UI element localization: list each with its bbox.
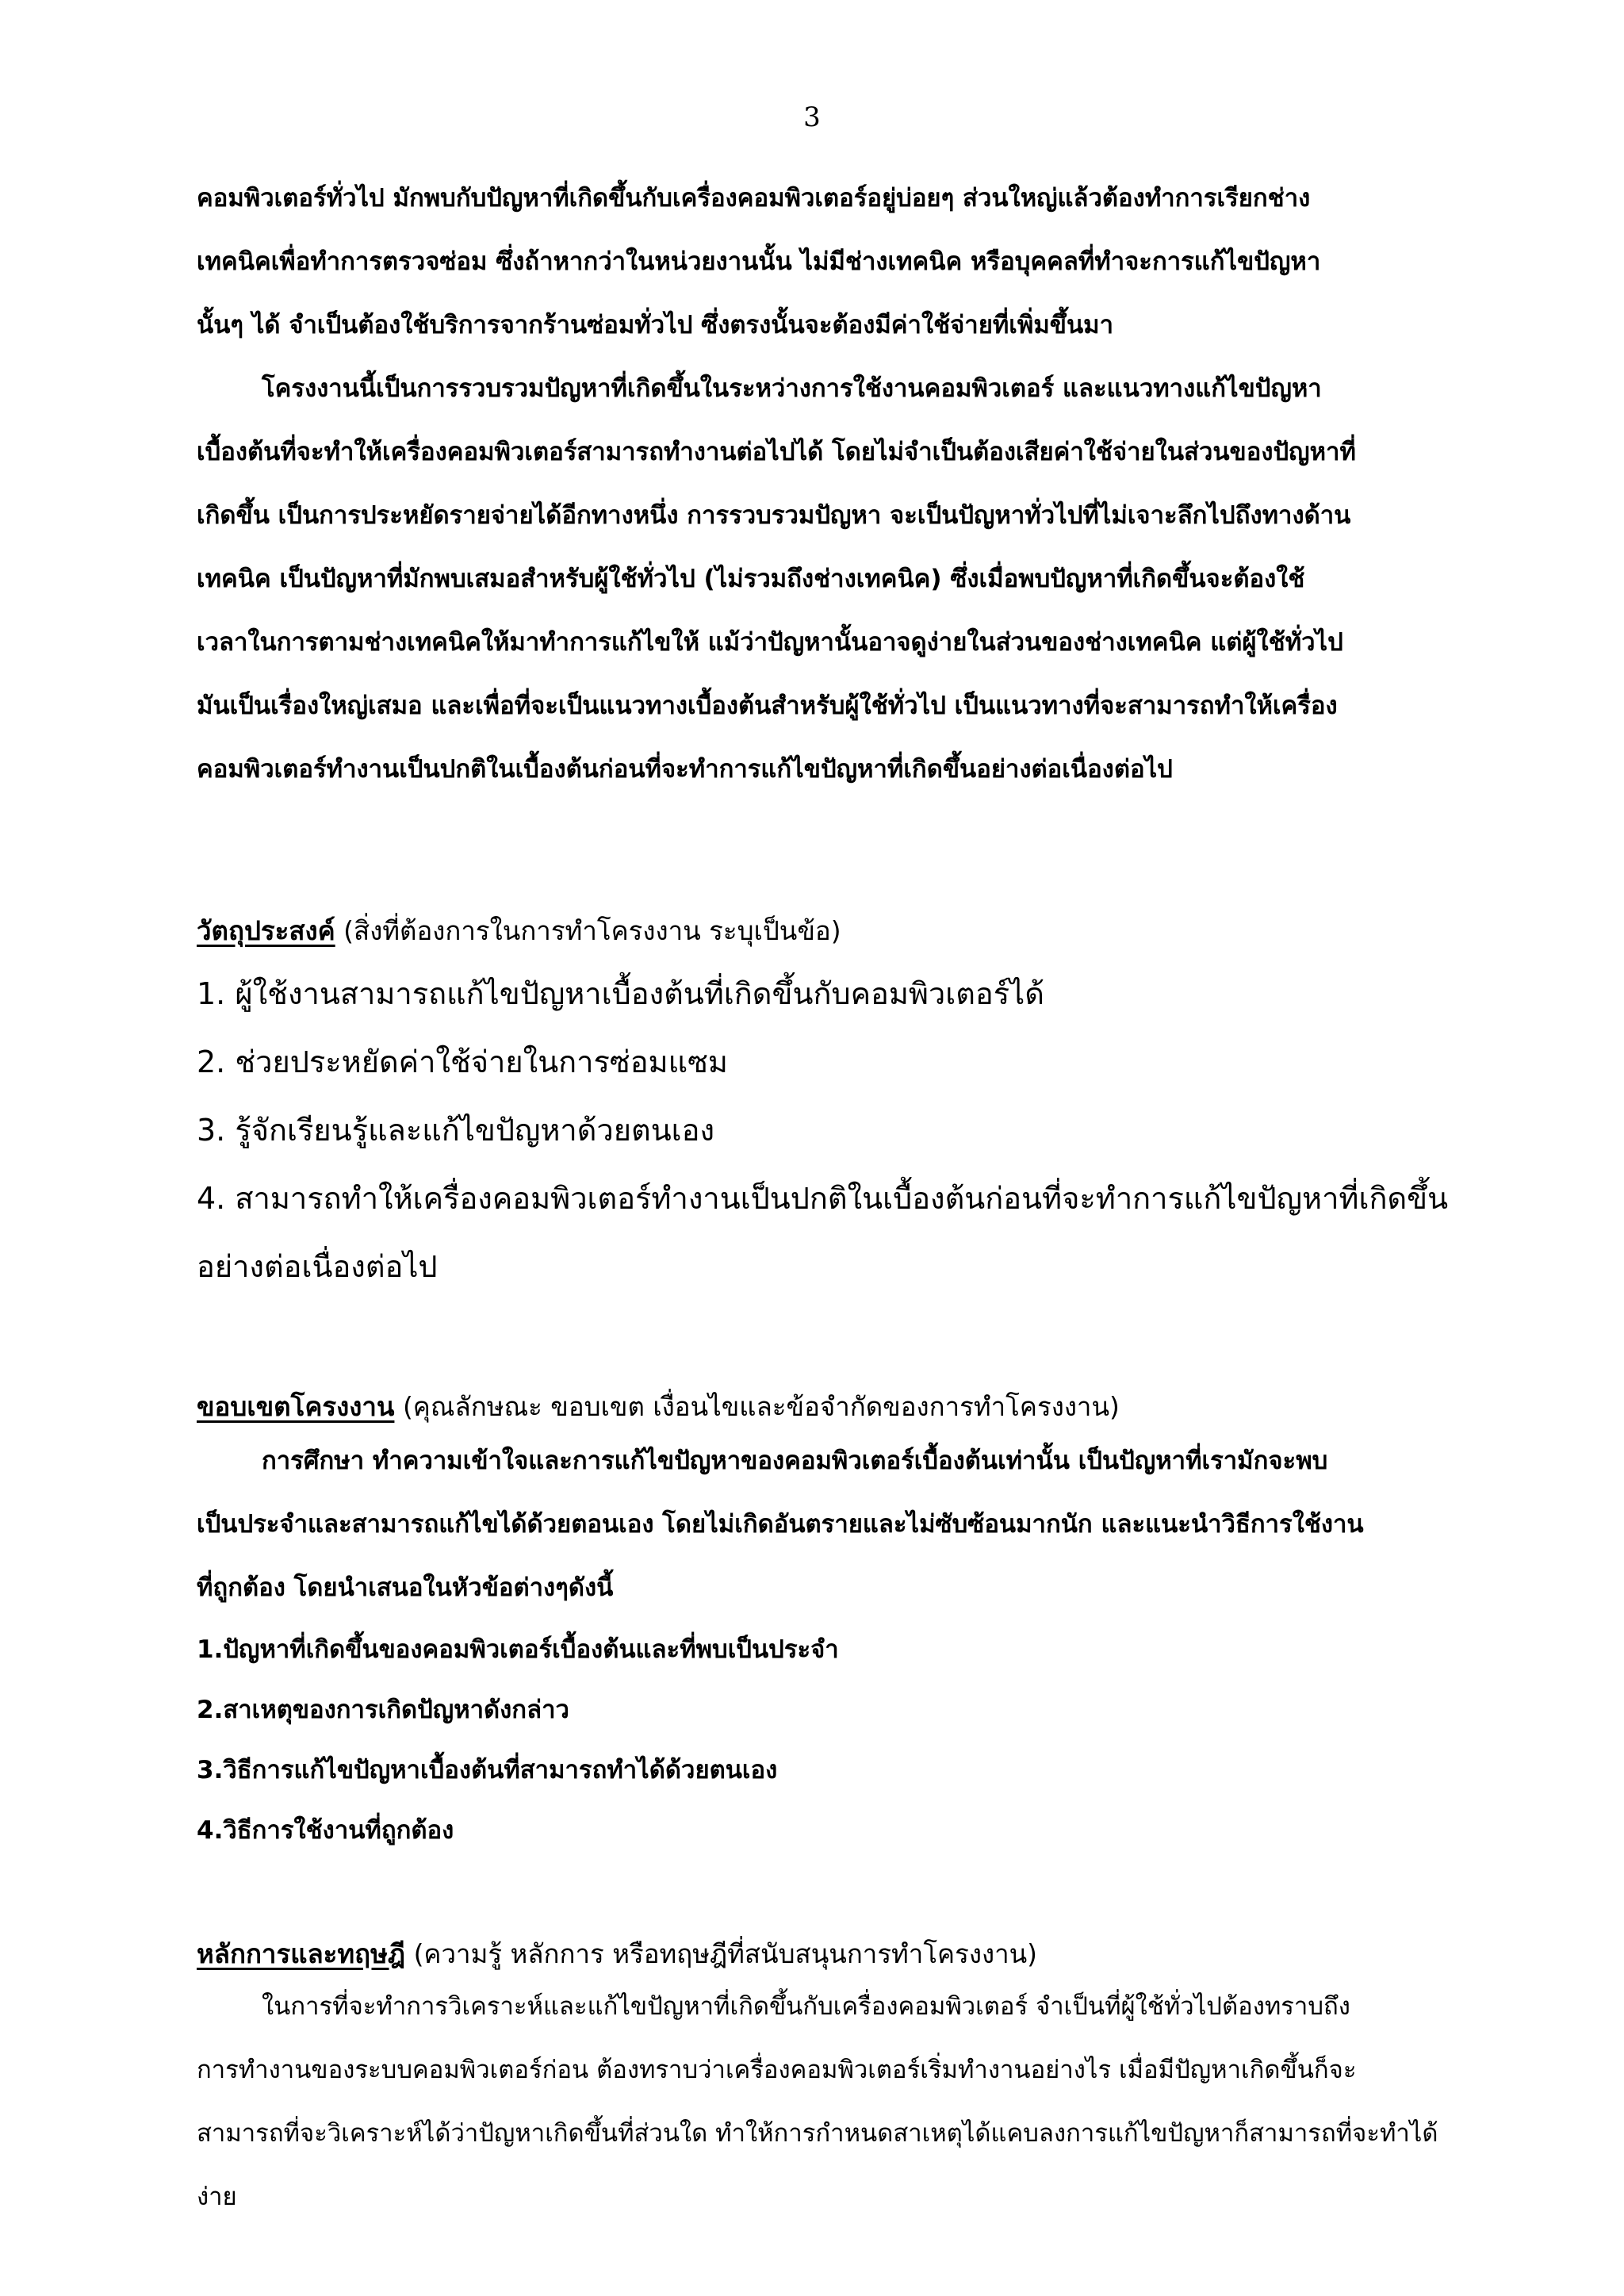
scope-heading (197, 1389, 1507, 1424)
theory-section (197, 1937, 1507, 2229)
intro-line: นั้นๆ ได้ จำเป็นต้องใช้บริการจากร้านซ่อมทั่วไป ซึ่งตรงนั้นจะต้องมีค่าใช้จ่ายที่เพิ่มขึ้นมา (197, 311, 1113, 339)
objective-item: 1. ผู้ใช้งานสามารถแก้ไขปัญหาเบื้องต้นที่เกิดขึ้นกับคอมพิวเตอร์ได้ (197, 976, 1044, 1011)
scope-line: การศึกษา ทำความเข้าใจและการแก้ไขปัญหาของคอมพิวเตอร์เบื้องต้นเท่านั้น เป็นปัญหาที่เรามักจะพบ (262, 1447, 1328, 1475)
intro-line: เบื้องต้นที่จะทำให้เครื่องคอมพิวเตอร์สามารถทำงานต่อไปได้ โดยไม่จำเป็นต้องเสียค่าใช้จ่ายในส่วนของปัญหาที่ (197, 438, 1356, 466)
document-body (197, 167, 1507, 2229)
intro-line: คอมพิวเตอร์ทั่วไป มักพบกับปัญหาที่เกิดขึ้นกับเครื่องคอมพิวเตอร์อยู่บ่อยๆ ส่วนใหญ่แล้วต้องทำการเรียกช่าง (197, 184, 1311, 213)
objectives-list (197, 960, 1507, 1301)
scope-item: 4.วิธีการใช้งานที่ถูกต้อง (197, 1816, 454, 1845)
intro-line: โครงงานนี้เป็นการรวบรวมปัญหาที่เกิดขึ้นในระหว่างการใช้งานคอมพิวเตอร์ และแนวทางแก้ไขปัญหา (262, 374, 1322, 403)
intro-line: มันเป็นเรื่องใหญ่เสมอ และเพื่อที่จะเป็นแนวทางเบื้องต้นสำหรับผู้ใช้ทั่วไป เป็นแนวทางที่จะสามารถทำให้เครื่อง (197, 692, 1338, 720)
scope-paragraph (197, 1429, 1507, 1619)
intro-section (197, 167, 1507, 801)
intro-line: เวลาในการตามช่างเทคนิคให้มาทำการแก้ไขให้ แม้ว่าปัญหานั้นอาจดูง่ายในส่วนของช่างเทคนิค แต่ผู้ใช้ทั่วไป (197, 628, 1343, 657)
theory-note: (ความรู้ หลักการ หรือทฤษฎีที่สนับสนุนการทำโครงงาน) (413, 1938, 1038, 1969)
scope-note: (คุณลักษณะ ขอบเขต เงื่อนไขและข้อจำกัดของการทำโครงงาน) (402, 1391, 1120, 1422)
theory-line: ง่าย (197, 2183, 237, 2211)
scope-item: 3.วิธีการแก้ไขปัญหาเบื้องต้นที่สามารถทำได้ด้วยตนเอง (197, 1756, 778, 1784)
theory-line: ในการที่จะทำการวิเคราะห์และแก้ไขปัญหาที่เกิดขึ้นกับเครื่องคอมพิวเตอร์ จำเป็นที่ผู้ใช้ทั่วไปต้องทราบถึง (262, 1992, 1350, 2021)
theory-title: หลักการและทฤษฎี (197, 1938, 406, 1969)
scope-line: ที่ถูกต้อง โดยนำเสนอในหัวข้อต่างๆดังนี้ (197, 1573, 614, 1602)
intro-line: เกิดขึ้น เป็นการประหยัดรายจ่ายได้อีกทางหนึ่ง การรวบรวมปัญหา จะเป็นปัญหาทั่วไปที่ไม่เจาะลึกไปถึงทางด้าน (197, 501, 1351, 530)
theory-paragraph (197, 1975, 1507, 2229)
objectives-title: วัตถุประสงค์ (197, 915, 335, 946)
objective-item: 3. รู้จักเรียนรู้และแก้ไขปัญหาด้วยตนเอง (197, 1113, 715, 1148)
objective-item: 2. ช่วยประหยัดค่าใช้จ่ายในการซ่อมแซม (197, 1045, 728, 1079)
scope-section (197, 1389, 1507, 1861)
scope-item: 1.ปัญหาที่เกิดขึ้นของคอมพิวเตอร์เบื้องต้นและที่พบเป็นประจำ (197, 1635, 839, 1664)
scope-item: 2.สาเหตุของการเกิดปัญหาดังกล่าว (197, 1696, 569, 1724)
page-number: 3 (803, 102, 821, 133)
intro-line: เทคนิคเพื่อทำการตรวจซ่อม ซึ่งถ้าหากว่าในหน่วยงานนั้น ไม่มีช่างเทคนิค หรือบุคคลที่ทำจะการแก้ไขปัญหา (197, 247, 1321, 276)
objectives-note: (สิ่งที่ต้องการในการทำโครงงาน ระบุเป็นข้อ) (343, 915, 841, 946)
objectives-heading (197, 914, 1507, 949)
scope-title: ขอบเขตโครงงาน (197, 1391, 395, 1422)
scope-line: เป็นประจำและสามารถแก้ไขได้ด้วยตอนเอง โดยไม่เกิดอันตรายและไม่ซับซ้อนมากนัก และแนะนำวิธีการใช้งาน (197, 1510, 1364, 1539)
objectives-section (197, 914, 1507, 1301)
theory-line: การทำงานของระบบคอมพิวเตอร์ก่อน ต้องทราบว่าเครื่องคอมพิวเตอร์เริ่มทำงานอย่างไร เมื่อมีปัญหาเกิดขึ้นก็จะ (197, 2056, 1357, 2084)
intro-line: คอมพิวเตอร์ทำงานเป็นปกติในเบื้องต้นก่อนที่จะทำการแก้ไขปัญหาที่เกิดขึ้นอย่างต่อเนื่องต่อไป (197, 755, 1173, 784)
objective-item: อย่างต่อเนื่องต่อไป (197, 1249, 438, 1284)
intro-line: เทคนิค เป็นปัญหาที่มักพบเสมอสำหรับผู้ใช้ทั่วไป (ไม่รวมถึงช่างเทคนิค) ซึ่งเมื่อพบปัญหาที่เกิดขึ้นจะต้องใช้ (197, 565, 1305, 593)
theory-heading (197, 1937, 1507, 1972)
theory-line: สามารถที่จะวิเคราะห์ได้ว่าปัญหาเกิดขึ้นที่ส่วนใด ทำให้การกำหนดสาเหตุได้แคบลงการแก้ไขปัญหาก็สามารถที่จะทำได้ (197, 2119, 1438, 2148)
scope-list (197, 1619, 1507, 1861)
objective-item: 4. สามารถทำให้เครื่องคอมพิวเตอร์ทำงานเป็นปกติในเบื้องต้นก่อนที่จะทำการแก้ไขปัญหาที่เกิดขึ้น (197, 1181, 1449, 1216)
